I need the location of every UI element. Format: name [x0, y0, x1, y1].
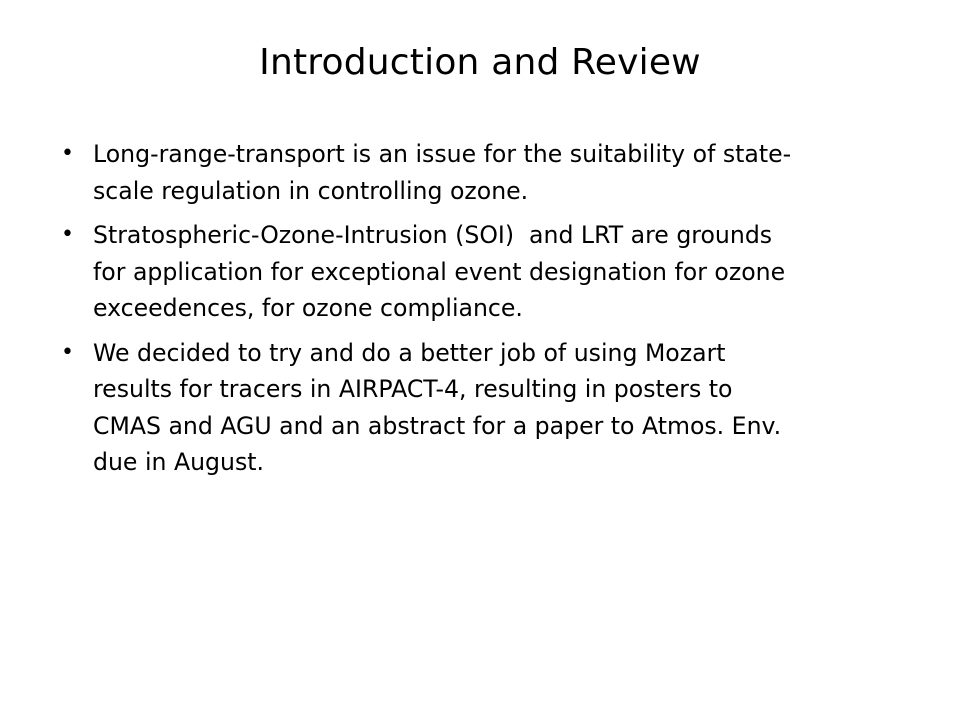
bullet-line: Stratospheric-Ozone-Intrusion (SOI) and LRT are grounds [93, 221, 773, 249]
bullet-line: for application for exceptional event designation for ozone [93, 257, 786, 286]
bullet-marker: • [61, 339, 74, 365]
bullet-line: We decided to try and do a better job of using Mozart [93, 338, 726, 367]
bullet-line: scale regulation in controlling ozone. [93, 176, 529, 205]
bullet-line: Long-range-transport is an issue for the suitability of state- [93, 140, 792, 168]
bullet-marker: • [61, 141, 74, 166]
bullet-line: CMAS and AGU and an abstract for a paper to Atmos. Env. [93, 411, 782, 440]
bullet-line: results for tracers in AIRPACT-4, resulting in posters to [93, 375, 733, 403]
bullet-list [48, 136, 928, 489]
bullet-item-3 [48, 335, 928, 481]
bullet-item-2 [48, 217, 928, 327]
slide-title: Introduction and Review [259, 42, 701, 83]
bullet-marker: • [61, 222, 74, 247]
bullet-line: due in August. [93, 448, 265, 476]
bullet-item-1 [48, 136, 928, 209]
bullet-line: exceedences, for ozone compliance. [93, 294, 523, 322]
